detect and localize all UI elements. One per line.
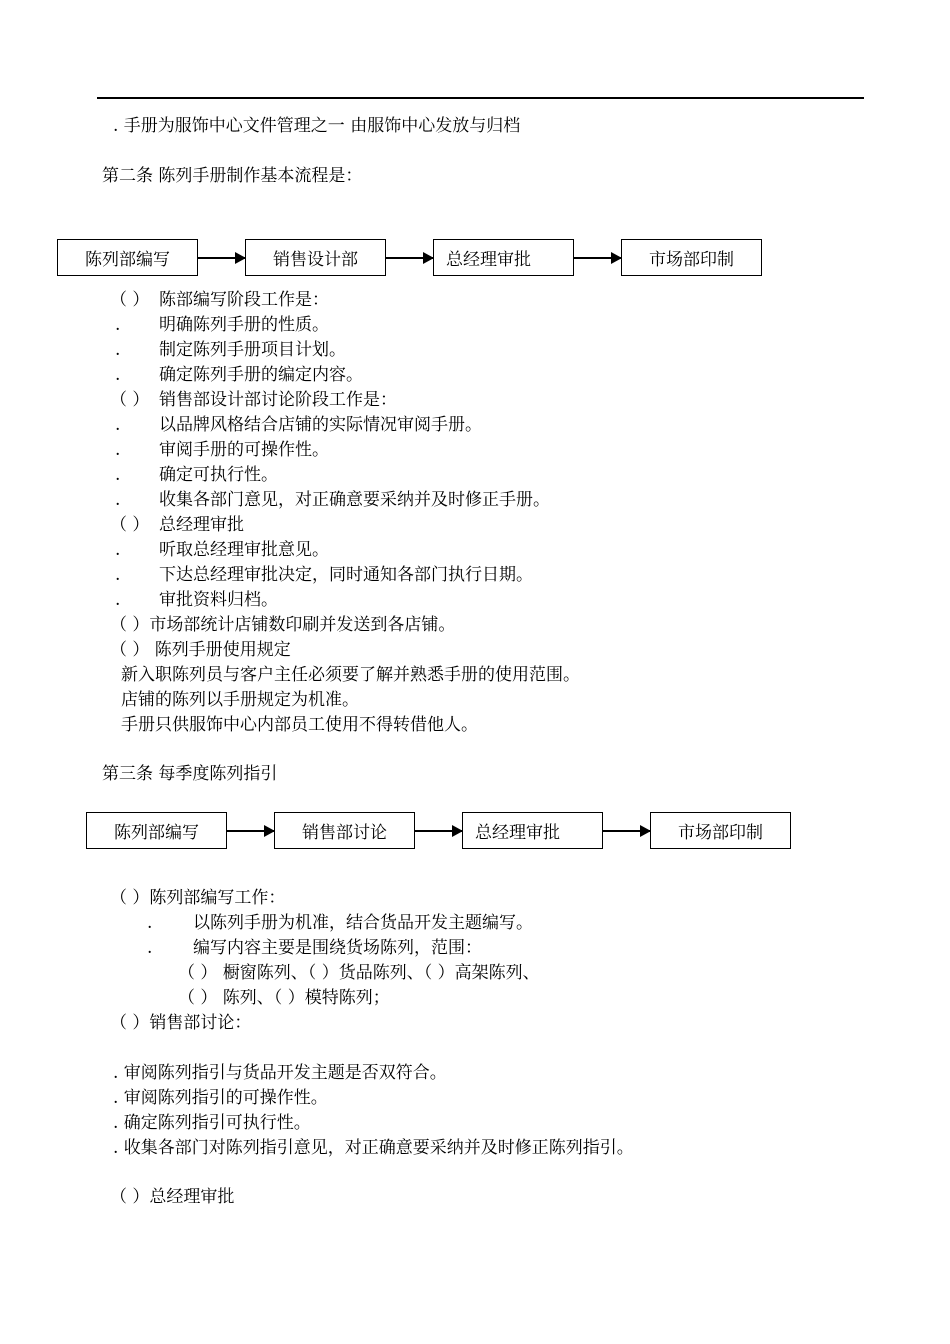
list-marker: .	[115, 315, 121, 335]
header-rule	[97, 97, 864, 99]
market-line: （ ）市场部统计店铺数印刷并发送到各店铺。	[110, 615, 456, 635]
list-marker: （ ）	[110, 390, 150, 410]
flow2-arrow-2	[415, 830, 462, 832]
list-item: 听取总经理审批意见。	[159, 540, 329, 560]
list-item: 明确陈列手册的性质。	[159, 315, 329, 335]
list-marker: .	[115, 540, 121, 560]
list-item: 审阅手册的可操作性。	[159, 440, 329, 460]
list-item: 确定可执行性。	[159, 465, 278, 485]
list-marker: .	[115, 365, 121, 385]
list-marker: .	[115, 340, 121, 360]
scope-line-1: （ ） 橱窗陈列、（ ）货品陈列、（ ）高架陈列、	[178, 963, 540, 983]
list-marker: （ ）	[110, 290, 150, 310]
list-marker: .	[115, 440, 121, 460]
flow2-arrow-3	[603, 830, 650, 832]
list-item: 以陈列手册为机准，结合货品开发主题编写。	[193, 913, 533, 933]
list-marker: .	[147, 913, 153, 933]
list-marker: .	[115, 490, 121, 510]
list-item: 收集各部门意见，对正确意要采纳并及时修正手册。	[159, 490, 550, 510]
list-item: 以品牌风格结合店铺的实际情况审阅手册。	[159, 415, 482, 435]
usage-heading: （ ） 陈列手册使用规定	[110, 640, 291, 660]
sales-item: . 确定陈列指引可执行性。	[113, 1113, 311, 1133]
list-item: 编写内容主要是围绕货场陈列，范围：	[193, 938, 482, 958]
flow1-arrow-3	[574, 257, 621, 259]
list-item: 审批资料归档。	[159, 590, 278, 610]
flow2-arrow-1	[227, 830, 274, 832]
usage-rule-1: 新入职陈列员与客户主任必须要了解并熟悉手册的使用范围。	[121, 665, 580, 685]
list-item: 总经理审批	[159, 515, 244, 535]
gm-heading: （ ）总经理审批	[110, 1187, 235, 1207]
usage-rule-2: 店铺的陈列以手册规定为机准。	[121, 690, 359, 710]
flow1-arrow-2	[386, 257, 433, 259]
list-marker: .	[115, 590, 121, 610]
usage-rule-3: 手册只供服饰中心内部员工使用不得转借他人。	[121, 715, 478, 735]
scope-line-2: （ ） 陈列、（ ）模特陈列；	[178, 988, 390, 1008]
sales-item: . 收集各部门对陈列指引意见，对正确意要采纳并及时修正陈列指引。	[113, 1138, 634, 1158]
list-item: 销售部设计部讨论阶段工作是：	[159, 390, 397, 410]
sales-item: . 审阅陈列指引与货品开发主题是否双符合。	[113, 1063, 447, 1083]
flow1-step-2: 销售设计部	[245, 239, 386, 276]
list-marker: .	[147, 938, 153, 958]
list-marker: .	[115, 465, 121, 485]
article3-heading: 第三条 每季度陈列指引	[102, 764, 278, 784]
flow2-step-3: 总经理审批	[462, 812, 603, 849]
write-heading: （ ）陈列部编写工作：	[110, 888, 286, 908]
flow2-step-4: 市场部印制	[650, 812, 791, 849]
list-item: 制定陈列手册项目计划。	[159, 340, 346, 360]
flow2-step-2: 销售部讨论	[274, 812, 415, 849]
list-item: 确定陈列手册的编定内容。	[159, 365, 363, 385]
article2-heading: 第二条 陈列手册制作基本流程是：	[102, 166, 363, 186]
intro-line: . 手册为服饰中心文件管理之一 由服饰中心发放与归档	[113, 116, 521, 136]
sales-item: . 审阅陈列指引的可操作性。	[113, 1088, 328, 1108]
flow1-step-4: 市场部印制	[621, 239, 762, 276]
flow1-step-3: 总经理审批	[433, 239, 574, 276]
list-marker: （ ）	[110, 515, 150, 535]
list-item: 陈部编写阶段工作是：	[159, 290, 329, 310]
list-marker: .	[115, 565, 121, 585]
sales-heading: （ ）销售部讨论：	[110, 1013, 252, 1033]
list-item: 下达总经理审批决定，同时通知各部门执行日期。	[159, 565, 533, 585]
flow2-step-1: 陈列部编写	[86, 812, 227, 849]
list-marker: .	[115, 415, 121, 435]
flow1-step-1: 陈列部编写	[57, 239, 198, 276]
flow1-arrow-1	[198, 257, 245, 259]
